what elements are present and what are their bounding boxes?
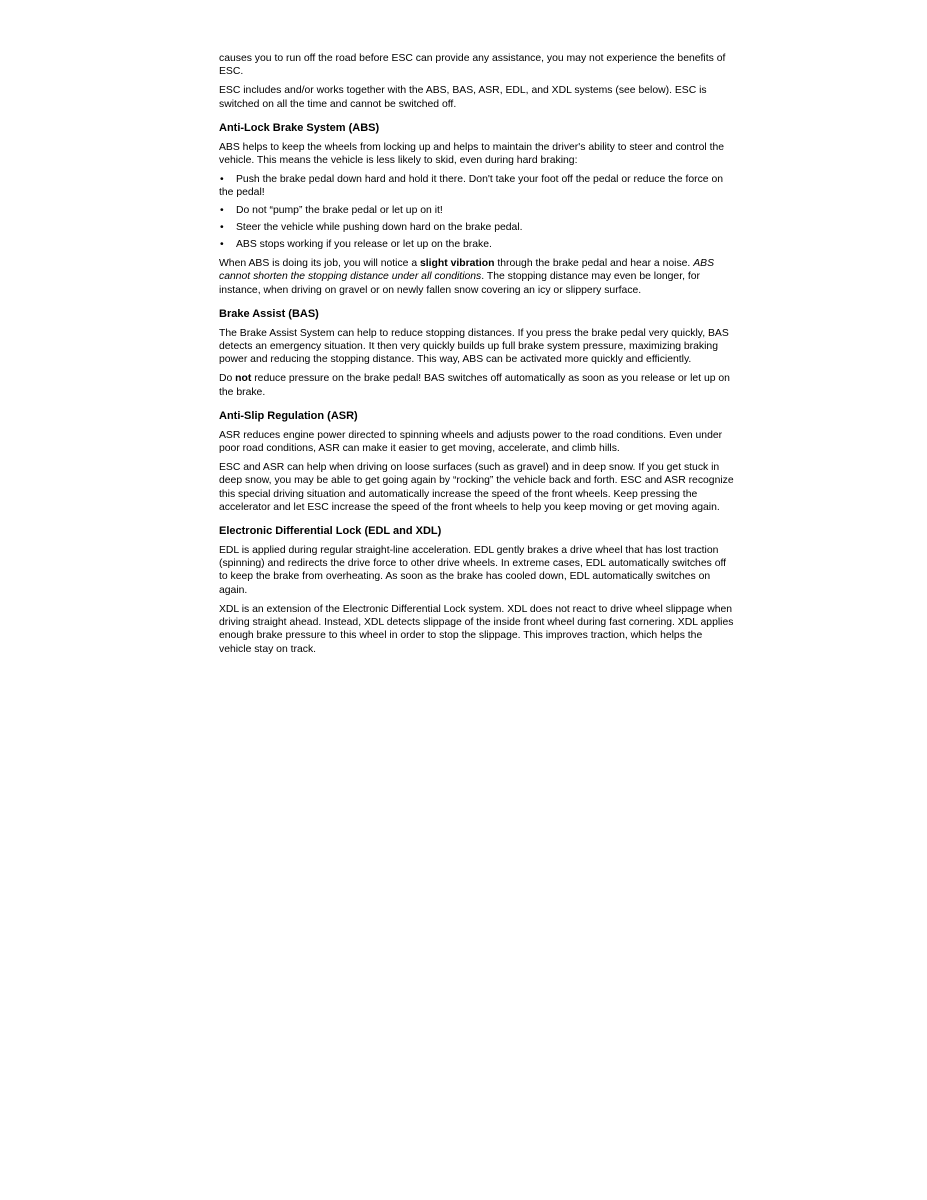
bas-p2-text-a: Do <box>219 373 236 385</box>
intro-paragraph-2: ESC includes and/or works together with the ABS, BAS, ASR, EDL, and XDL systems (see below). ESC is switched on all the time and cannot be switched off. <box>219 85 707 110</box>
abs-p2-bold: slight vibration <box>420 258 495 270</box>
asr-heading: Anti-Slip Regulation (ASR) <box>219 409 358 422</box>
abs-bullet-text: Push the brake pedal down hard and hold it there. Don't take your foot off the pedal or reduce the force on the pedal! <box>219 174 724 199</box>
abs-bullet-text: Do not “pump” the brake pedal or let up on it! <box>236 204 443 216</box>
bullet-icon: • <box>220 221 224 233</box>
asr-paragraph-1: ASR reduces engine power directed to spinning wheels and adjusts power to the road conditions. Even under poor road conditions, ASR can make it easier to get moving, accelerate, and climb hills. <box>219 429 723 455</box>
abs-paragraph-2 <box>219 257 735 297</box>
bullet-icon: • <box>220 239 224 251</box>
bas-heading: Brake Assist (BAS) <box>219 307 319 320</box>
asr-paragraph-2: ESC and ASR can help when driving on loose surfaces (such as gravel) and in deep snow. If you get stuck in deep snow, you may be able to get going again by “rocking” the vehicle back and forth. ESC and ASR recognize this special driving situation and automatically increase the speed of the front wheels. Keep pressing the accelerator and let ESC increase the speed of the front wheels to help you keep moving or get moving again. <box>219 462 734 513</box>
abs-bullet-text: ABS stops working if you release or let up on the brake. <box>236 239 492 251</box>
bas-paragraph-1: The Brake Assist System can help to reduce stopping distances. If you press the brake pedal very quickly, BAS detects an emergency situation. It then very quickly builds up full brake system pressure, maximizing braking power and reducing the stopping distance. This way, ABS can be activated more quickly and efficiently. <box>219 327 729 366</box>
abs-bullet-item <box>219 173 735 199</box>
abs-p2-text-b: through the brake pedal and hear a noise. <box>494 258 694 270</box>
bas-p2-bold: not <box>235 373 252 385</box>
abs-bullet-item <box>219 238 735 251</box>
document-page <box>219 52 735 662</box>
abs-bullet-item <box>219 204 735 217</box>
abs-p2-text-a: When ABS is doing its job, you will notice a <box>219 258 420 270</box>
abs-bullet-item <box>219 221 735 234</box>
bullet-icon: • <box>220 204 224 216</box>
abs-p2-text-c: . The stopping distance may even be longer, for instance, when driving on gravel or on newly fallen snow covering an icy or slippery surface. <box>219 271 700 296</box>
bullet-icon: • <box>220 174 224 186</box>
intro-paragraph-1: causes you to run off the road before ESC can provide any assistance, you may not experience the benefits of ESC. <box>219 53 726 78</box>
bas-paragraph-2 <box>219 372 735 398</box>
edl-paragraph-2: XDL is an extension of the Electronic Differential Lock system. XDL does not react to drive wheel slippage when driving straight ahead. Instead, XDL detects slippage of the inside front wheel during fast cornering. XDL applies enough brake pressure to this wheel in order to stop the slippage. This improves traction, which helps the vehicle stay on track. <box>219 603 734 655</box>
abs-paragraph-1: ABS helps to keep the wheels from locking up and helps to maintain the driver's ability to steer and control the vehicle. This means the vehicle is less likely to skid, even during hard braking: <box>219 141 725 167</box>
abs-bullet-text: Steer the vehicle while pushing down hard on the brake pedal. <box>236 221 523 233</box>
abs-heading: Anti-Lock Brake System (ABS) <box>219 121 380 134</box>
edl-paragraph-1: EDL is applied during regular straight-line acceleration. EDL gently brakes a drive wheel that has lost traction (spinning) and redirects the drive force to other drive wheels. In extreme cases, EDL automatically switches off to keep the brake from overheating. As soon as the brake has cooled down, EDL automatically switches on again. <box>219 545 727 596</box>
edl-heading: Electronic Differential Lock (EDL and XDL) <box>219 525 442 538</box>
abs-bullet-list <box>219 173 735 251</box>
abs-p2-italic: ABS cannot shorten the stopping distance under all conditions <box>219 258 715 283</box>
bas-p2-text-b: reduce pressure on the brake pedal! BAS switches off automatically as soon as you release or let up on the brake. <box>219 373 730 398</box>
